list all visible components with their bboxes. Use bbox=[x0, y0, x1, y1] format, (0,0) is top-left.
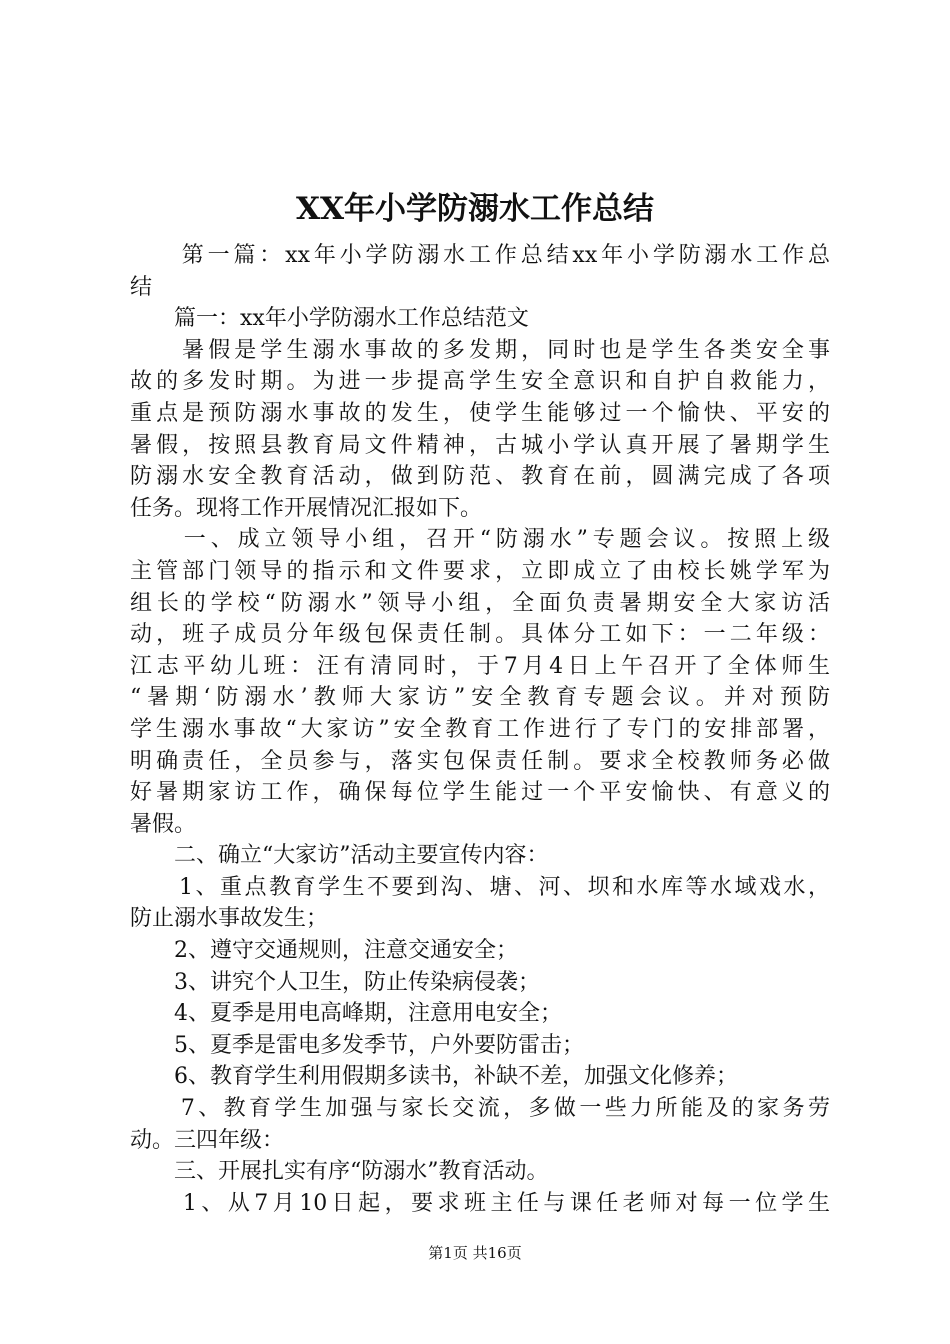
document-title: XX年小学防溺水工作总结 bbox=[295, 191, 655, 227]
text-line: 2、遵守交通规则，注意交通安全； bbox=[130, 938, 518, 964]
text-line: 三、开展扎实有序“防溺水”教育活动。 bbox=[130, 1159, 549, 1185]
text-line: 1、重点教育学生不要到沟、塘、河、坝和水库等水域戏水， bbox=[130, 874, 830, 900]
text-line: 4、夏季是用电高峰期，注意用电安全； bbox=[130, 1001, 562, 1027]
text-line: 学生溺水事故“大家访”安全教育工作进行了专门的安排部署， bbox=[130, 716, 830, 742]
text-line: 防溺水安全教育活动，做到防范、教育在前，圆满完成了各项 bbox=[130, 464, 830, 490]
text-line: 7、教育学生加强与家长交流，多做一些力所能及的家务劳 bbox=[130, 1096, 830, 1122]
text-line: 动。三四年级： bbox=[130, 1127, 285, 1153]
page-footer: 第1页 共16页 bbox=[428, 1244, 522, 1262]
text-line: 6、教育学生利用假期多读书，补缺不差，加强文化修养； bbox=[130, 1064, 738, 1090]
text-line: 主管部门领导的指示和文件要求，立即成立了由校长姚学军为 bbox=[130, 558, 830, 584]
text-line: 重点是预防溺水事故的发生，使学生能够过一个愉快、平安的 bbox=[130, 400, 830, 426]
text-line: 第一篇：xx年小学防溺水工作总结xx年小学防溺水工作总 bbox=[130, 243, 830, 268]
text-line: 二、确立“大家访”活动主要宣传内容： bbox=[130, 843, 549, 869]
text-line: 暑假，按照县教育局文件精神，古城小学认真开展了暑期学生 bbox=[130, 432, 830, 458]
text-line: 任务。现将工作开展情况汇报如下。 bbox=[130, 495, 483, 521]
text-line: 动，班子成员分年级包保责任制。具体分工如下：一二年级： bbox=[130, 622, 830, 648]
text-line: 防止溺水事故发生； bbox=[130, 906, 329, 932]
text-line: 结 bbox=[130, 274, 153, 300]
text-line: 1、从7月10日起，要求班主任与课任老师对每一位学生 bbox=[130, 1190, 830, 1216]
text-line: 好暑期家访工作，确保每位学生能过一个平安愉快、有意义的 bbox=[130, 780, 830, 806]
text-line: 故的多发时期。为进一步提高学生安全意识和自护自救能力， bbox=[130, 369, 830, 395]
text-line: 3、讲究个人卫生，防止传染病侵袭； bbox=[130, 969, 540, 995]
text-line: 5、夏季是雷电多发季节，户外要防雷击； bbox=[130, 1032, 584, 1058]
text-line: 篇一：xx年小学防溺水工作总结范文 bbox=[130, 306, 529, 332]
text-line: 江志平幼儿班：汪有清同时，于7月4日上午召开了全体师生 bbox=[130, 653, 830, 679]
text-line: “暑期‘防溺水’教师大家访”安全教育专题会议。并对预防 bbox=[130, 685, 830, 711]
document-body bbox=[130, 240, 830, 1219]
text-line: 暑假是学生溺水事故的多发期，同时也是学生各类安全事 bbox=[130, 337, 830, 363]
text-line: 一、成立领导小组，召开“防溺水”专题会议。按照上级 bbox=[130, 527, 830, 553]
text-line: 明确责任，全员参与，落实包保责任制。要求全校教师务必做 bbox=[130, 748, 830, 774]
text-line: 暑假。 bbox=[130, 811, 197, 837]
text-line: 组长的学校“防溺水”领导小组，全面负责暑期安全大家访活 bbox=[130, 590, 830, 616]
